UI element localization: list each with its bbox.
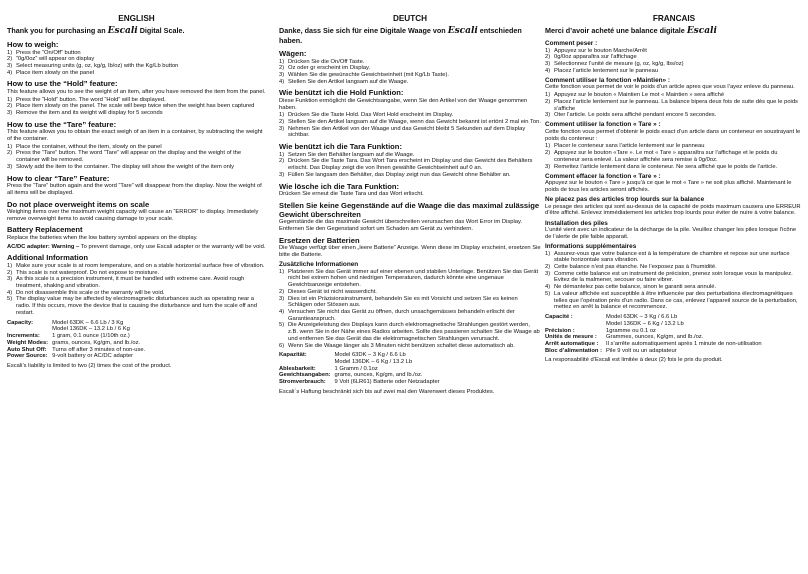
step-number: 3): [545, 163, 551, 170]
list-item: [545, 68, 803, 75]
deutsch-column: [279, 14, 541, 396]
step-text: The display value may be affected by electromagnetic disturbances such as operating near a radio. If this occurs, move the device that is causing the disturbance and turn the scale off and restart.: [16, 296, 257, 316]
spec-label: Arrêt automatique :: [545, 340, 599, 347]
english-hold-title: How to use the “Hold” feature:: [7, 79, 118, 89]
deutsch-battery-text: Die Waage verfügt über einen „leere Batterie“ Anzeige. Wenn diese im Display erscheint, ersetzen Sie bitte die Batterie.: [279, 245, 541, 258]
step-number: 5): [545, 290, 551, 297]
english-responsibility: Escali’s liability is limited to two (2) times the cost of the product.: [7, 362, 172, 369]
english-weigh-steps: [7, 50, 266, 77]
step-number: 3): [279, 125, 285, 132]
english-clear-text: Press the “Tare” button again and the word “Tare” will disappear from the display. Now the weight of all items will be displayed.: [7, 183, 262, 196]
step-number: 2): [7, 56, 13, 63]
step-text: Place the container, without the item, slowly on the panel: [16, 143, 162, 150]
list-item: [545, 48, 803, 55]
spec-row: [545, 321, 762, 328]
francais-additional-steps: [545, 251, 803, 311]
english-intro-text: Thank you for purchasing an: [7, 26, 106, 35]
list-item: [279, 79, 541, 86]
step-number: 3): [545, 60, 551, 67]
english-heading: ENGLISH: [118, 14, 155, 23]
english-weigh-title: How to weigh:: [7, 40, 59, 49]
step-text: La valeur affichée est susceptible à être influencée par des perturbations électromagnétiques telles que l’opération près d’un radio. Dans ce cas, enlevez l’appareil source de la perturbation, mettez en arrêt la balance et recommencez.: [554, 290, 798, 311]
step-number: 3): [279, 71, 285, 78]
deutsch-hold-steps: [279, 112, 541, 139]
spec-row: [7, 326, 145, 333]
deutsch-overweight-text: Gegenstände die das maximale Gewicht überschreiten verursachen das Wort Error im Display. Entfernen Sie den Gegenstand sofort um Schaden am Gerät zu verhindern.: [279, 219, 523, 232]
english-clear-title: How to clear “Tare” Feature:: [7, 173, 110, 183]
step-number: 1): [545, 92, 551, 99]
step-text: As this scale is a precision instrument, it must be handled with extreme care. Avoid rough treatment, shaking and vibration.: [16, 276, 245, 290]
list-item: [545, 150, 803, 163]
step-text: Stellen Sie den Artikel langsam auf die Waage, wenn das Gewicht bekannt ist ertönt 2 mal ein Ton.: [288, 119, 541, 126]
list-item: [545, 264, 803, 271]
spec-row: [7, 347, 145, 354]
step-text: Appuyez sur le bouton « Maintien Le mot « Maintien » sera affiché: [554, 92, 725, 99]
list-item: [279, 72, 541, 79]
step-number: 2): [279, 158, 285, 165]
spec-label: Bloc d’alimentation :: [545, 347, 603, 354]
francais-hold-title: Comment utiliser la fonction «Maintien» :: [545, 76, 670, 84]
francais-overweight-text: Le pesage des articles qui sont au-dessus de la capacité de poids maximum causera une ERREUR d’être affiché. Enlevez immédiatement les articles trop lourds pour éviter de nuire à votre balance.: [545, 203, 801, 217]
step-text: Select measuring units (g, oz, kg/g, lb/oz) with the Kg/Lb button: [16, 62, 179, 69]
deutsch-responsibility: Escali´s Haftung beschränkt sich bis auf zwei mal den Warenwert dieses Produktes.: [279, 388, 495, 395]
step-number: 5): [7, 296, 13, 303]
francais-clear-text: Appuyez sur le bouton « Tare » jusqu’à ce que le mot « Tare » ne soit plus affiché. Maintenant le poids de tous les articles seront affichés.: [545, 180, 792, 193]
step-number: 2): [279, 65, 285, 72]
spec-label: Weight Modes:: [7, 339, 49, 346]
step-number: 3): [545, 270, 551, 277]
step-text: Platzieren Sie das Gerät immer auf einer ebenen und stabilen Unterlage. Benützen Sie das Gerät nicht bei extrem hohen und niedrigen Temperaturen, dadurch könnte eine ungenaue Gewichtsanzeige entstehen.: [288, 268, 539, 289]
spec-row: [279, 352, 440, 359]
step-text: Comme cette balance est un instrument de précision, prenez soin lorsque vous la manipulez. Evitez de la malmener, secouer ou faire vibrer.: [554, 270, 793, 284]
francais-hold-text: Cette fonction vous permet de voir le poids d’un article apres que vous l’ayez enleve du panneau.: [545, 84, 795, 91]
spec-value: 1gramme ou 0.1 oz: [606, 327, 656, 334]
list-item: [7, 97, 266, 104]
spec-row: [279, 366, 440, 373]
escali-logo: Escali: [686, 26, 717, 36]
step-number: 5): [279, 322, 285, 329]
deutsch-weigh-title: Wägen:: [279, 49, 307, 58]
list-item: [279, 65, 541, 72]
spec-row: [7, 320, 145, 327]
step-number: 1): [7, 49, 13, 56]
step-number: 2): [279, 119, 285, 126]
deutsch-additional-title: Zusätzliche Informationen: [279, 261, 359, 269]
list-item: [7, 263, 266, 270]
deutsch-clear-title: Wie lösche ich die Tara Funktion:: [279, 181, 400, 191]
list-item: [7, 150, 266, 163]
english-acdc-text: To prevent damage, only use Escali adapter or the warranty will be void.: [80, 243, 266, 250]
step-number: 1): [545, 47, 551, 54]
deutsch-intro-end: entschieden haben.: [279, 26, 522, 45]
deutsch-battery-title: Ersetzen der Batterien: [279, 235, 360, 245]
deutsch-tare-title: Wie benützt ich die Tara Funktion:: [279, 142, 402, 152]
english-overweight-title: Do not place overweight items on scale: [7, 199, 150, 209]
list-item: [7, 296, 266, 316]
step-number: 3): [545, 112, 551, 119]
step-text: Drücken Sie die Taste Hold. Das Wort Hold erscheint im Display.: [288, 112, 454, 119]
step-number: 2): [7, 269, 13, 276]
spec-row: [7, 333, 145, 340]
spec-label: Unités de mesure :: [545, 334, 597, 341]
spec-label: [545, 321, 606, 328]
spec-label: Ablesbarkeit:: [279, 365, 316, 372]
spec-value: Model 136DK – 6 Kg / 13.2 Lb: [334, 359, 413, 365]
list-item: [279, 343, 541, 350]
step-text: Press the “On/Off” button: [16, 49, 81, 56]
deutsch-clear-text: Drücken Sie erneut die Taste Tara und das Wort erlischt.: [279, 191, 424, 198]
list-item: [7, 270, 266, 277]
spec-row: [7, 340, 145, 347]
step-text: Press the “Tare” button. The word “Tare” will appear on the display and the weight of the container will be removed.: [16, 150, 242, 164]
step-text: Oz oder gr erscheint im Display.: [288, 65, 371, 72]
francais-hold-steps: [545, 92, 803, 119]
english-battery-text: Replace the batteries when the low battery symbol appears on the display.: [7, 234, 198, 241]
list-item: [545, 291, 803, 311]
step-text: Stellen Sie den Artikel langsam auf die Waage.: [288, 78, 409, 85]
step-number: 2): [279, 288, 285, 295]
step-number: 3): [7, 62, 13, 69]
english-hold-text: This feature allows you to see the weight of an item, after you have removed the item from the panel.: [7, 88, 266, 95]
step-text: Remettez l’article lentement dans le conteneur. Ne sera affiché que le poids de l’article.: [554, 163, 778, 170]
step-number: 4): [545, 284, 551, 291]
step-number: 2): [545, 264, 551, 271]
english-tare-text: This feature allows you to obtain the exact weigh of an item in a container, by subtracting the weight of the container.: [7, 129, 263, 142]
spec-label: Gewichtsangaben:: [279, 372, 331, 379]
francais-tare-steps: [545, 143, 803, 170]
francais-weigh-title: Comment peser :: [545, 40, 598, 47]
english-column: [7, 14, 266, 370]
step-text: Place item slowly on the panel: [16, 69, 94, 76]
deutsch-additional-steps: [279, 269, 541, 350]
step-text: Die Anzeigeleistung des Displays kann durch elektromagnetische Strahlungen gestört werden, z.B. wenn Sie in der Nähe eines Radios arbeiten. Sollte dies passieren schalten Sie die Waage ab und entfernen Sie das Gerät das die elektromagnetischen Strahlungen verursacht.: [288, 322, 540, 342]
spec-value: Model 63DK – 3 Kg / 6.6 Lb: [606, 314, 678, 321]
english-specs-table: [7, 320, 145, 360]
list-item: [279, 112, 541, 119]
spec-value: grams, ounces, Kg/gm, and lb./oz.: [52, 339, 141, 346]
step-text: Füllen Sie langsam den Behälter, das Display zeigt nun das Gewicht ohne Behälter an.: [288, 171, 511, 178]
francais-intro: [545, 26, 803, 36]
deutsch-intro: [279, 26, 541, 45]
step-number: 2): [545, 150, 551, 157]
step-text: Appuyez sur le bouton Marche/Arrêt: [554, 47, 647, 54]
step-text: Ne démantelez pas cette balance, sinon le garanti sera annulé.: [554, 284, 717, 291]
step-text: Placez l’article lentement sur le panneau: [554, 67, 659, 74]
step-text: Wenn Sie die Waage länger als 3 Minuten nicht benützen schaltet diese automatisch ab.: [288, 342, 515, 349]
escali-logo: Escali: [447, 26, 478, 36]
step-text: Oter l’article. Le poids sera affiché pendant encore 5 secondes.: [554, 112, 717, 119]
spec-label: Auto Shut Off:: [7, 346, 47, 353]
spec-row: [7, 353, 145, 360]
spec-row: [279, 359, 440, 366]
step-text: Dies ist ein Präzisionsinstrument, behandeln Sie es mit Vorsicht und setzen Sie es keinen Schlägen oder Stössen aus.: [288, 295, 518, 309]
step-text: Placer le conteneur sans l’article lentement sur le panneau: [554, 143, 705, 150]
spec-row: [279, 372, 440, 379]
francais-intro-text: Merci d’avoir acheté une balance digitale: [545, 26, 685, 35]
list-item: [279, 152, 541, 159]
step-number: 2): [545, 98, 551, 105]
step-text: Do not disassemble this scale or the warranty will be void.: [16, 289, 165, 296]
step-text: Wählen Sie die gewünschte Gewichtseinheit (mit Kg/Lb Taste).: [288, 71, 449, 78]
spec-value: 9 Volt (6LR61) Batterie oder Netzadapter: [334, 379, 440, 386]
deutsch-intro-text: Danke, dass Sie sich für eine Digitale Waage von: [279, 26, 446, 35]
spec-value: Turns off after 3 minutes of non-use.: [52, 346, 146, 353]
english-intro: [7, 26, 266, 36]
step-number: 3): [7, 276, 13, 283]
step-number: 2): [7, 103, 13, 110]
list-item: [7, 110, 266, 117]
spec-row: [545, 328, 762, 335]
spec-label: Stromverbrauch:: [279, 379, 326, 386]
list-item: [545, 271, 803, 284]
list-item: [545, 164, 803, 171]
spec-label: [279, 359, 335, 366]
francais-column: [545, 14, 803, 364]
spec-value: Model 136DK – 13.2 Lb / 6 Kg: [52, 326, 130, 333]
list-item: [7, 103, 266, 110]
step-number: 2): [7, 150, 13, 157]
list-item: [7, 70, 266, 77]
step-number: 1): [279, 58, 285, 65]
francais-tare-text: Cette fonction vous permet d’obtenir le poids exact d’un article dans un conteneur en soustrayant le poids du conteneur :: [545, 128, 801, 142]
step-number: 1): [279, 112, 285, 119]
spec-row: [545, 334, 762, 341]
list-item: [545, 284, 803, 291]
step-text: Make sure your scale is at room temperature, and on a stable horizontal surface free of vibration.: [16, 262, 265, 269]
list-item: [279, 172, 541, 179]
english-battery-title: Battery Replacement: [7, 225, 83, 235]
english-acdc-warning: [7, 244, 266, 251]
step-text: This scale is not waterproof. Do not expose to moisture.: [16, 269, 160, 276]
francais-overweight-title: Ne placez pas des articles trop lourds sur la balance: [545, 196, 705, 204]
francais-tare-title: Comment utiliser la fonction « Tare » :: [545, 121, 661, 129]
deutsch-heading: DEUTCH: [392, 14, 428, 23]
step-number: 4): [279, 78, 285, 85]
list-item: [545, 99, 803, 112]
list-item: [279, 59, 541, 66]
english-additional-steps: [7, 263, 266, 317]
step-number: 4): [7, 69, 13, 76]
spec-value: Il s’arrête automatiquement après 1 minute de non-utilisation: [606, 340, 762, 347]
escali-logo: Escali: [107, 26, 138, 36]
francais-additional-title: Informations supplémentaires: [545, 243, 637, 251]
deutsch-weigh-steps: [279, 59, 541, 86]
step-text: Dieses Gerät ist nicht wasserdicht.: [288, 288, 377, 295]
list-item: [545, 112, 803, 119]
step-text: Placez l’article lentement sur le panneau. La balance bipera deux fois de suite dès que le poids s’affiche: [554, 98, 798, 112]
step-number: 3): [279, 171, 285, 178]
step-number: 3): [7, 163, 13, 170]
spec-row: [545, 348, 762, 355]
spec-value: Model 136DK – 6 Kg / 13.2 Lb: [606, 320, 684, 327]
step-text: Remove the item and its weight will display for 5 seconds: [16, 110, 163, 117]
step-number: 1): [279, 268, 285, 275]
step-text: Place item slowly on the panel. The scale will beep twice when the weight has been captured: [16, 103, 255, 110]
list-item: [7, 276, 266, 289]
list-item: [279, 289, 541, 296]
step-text: Sélectionnez l’unité de mesure (g, oz, kg/g, lbs/oz): [554, 60, 684, 67]
francais-responsibility: La responsabilité d’Escali est limitée à deux (2) fois le prix du produit.: [545, 357, 723, 364]
step-text: Press the “Hold” button. The word “Hold” will be displayed.: [16, 96, 166, 103]
step-number: 1): [7, 96, 13, 103]
spec-row: [545, 314, 762, 321]
step-text: Drücken Sie die Taste Tara. Das Wort Tara erscheint im Display und das Gewicht des Behälters erlischt. Das Display zeigt die von Ihnen gewählte Gewichtseinheit auf 0 an.: [288, 158, 533, 172]
spec-value: grams, ounces, Kg/gm, and lb./oz.: [334, 372, 423, 379]
list-item: [545, 251, 803, 264]
francais-specs-table: [545, 314, 762, 354]
step-text: Slowly add the item to the container. The display will show the weight of the item only: [16, 163, 235, 170]
list-item: [279, 158, 541, 171]
step-number: 1): [545, 143, 551, 150]
english-additional-title: Additional Information: [7, 253, 88, 263]
step-number: 3): [279, 295, 285, 302]
step-number: 1): [7, 262, 13, 269]
spec-label: [7, 326, 52, 333]
step-number: 4): [279, 308, 285, 315]
english-tare-steps: [7, 144, 266, 171]
list-item: [279, 309, 541, 322]
list-item: [7, 290, 266, 297]
list-item: [7, 144, 266, 151]
deutsch-specs-table: [279, 352, 440, 386]
step-number: 6): [279, 342, 285, 349]
spec-row: [279, 379, 440, 386]
francais-weigh-steps: [545, 48, 803, 75]
spec-label: Précision :: [545, 327, 575, 334]
step-number: 1): [7, 143, 13, 150]
francais-battery-title: Installation des piles: [545, 219, 608, 227]
list-item: [7, 63, 266, 70]
step-text: Assurez-vous que votre balance est à la température de chambre et repose sur une surface stable horizontale sans vibration.: [554, 250, 790, 264]
step-text: Setzen Sie den Behälter langsam auf die Waage.: [288, 151, 415, 158]
english-overweight-text: Weighing items over the maximum weight capacity will cause an “ERROR” to display. Immediately remove overweight items to avoid causing damage to your scale.: [7, 209, 259, 222]
step-number: 1): [279, 151, 285, 158]
english-hold-steps: [7, 97, 266, 117]
list-item: [545, 54, 803, 61]
list-item: [7, 164, 266, 171]
step-number: 2): [545, 54, 551, 61]
list-item: [279, 269, 541, 289]
step-number: 4): [7, 289, 13, 296]
spec-value: 1 gram, 0.1 ounce (1/10th oz.): [52, 333, 130, 340]
spec-label: Power Source:: [7, 353, 48, 360]
spec-label: Increments:: [7, 333, 40, 340]
francais-clear-title: Comment effacer la fonction « Tare » :: [545, 172, 661, 180]
step-number: 4): [545, 67, 551, 74]
list-item: [7, 56, 266, 63]
step-text: Appuyez sur le bouton «Tare ». Le mot « Tare » apparaîtra sur l’affichage et le poids du conteneur sera enlevé. La valeur affichée sera remise à 0g/0oz.: [554, 150, 778, 163]
list-item: [545, 143, 803, 150]
step-text: Drücken Sie die On/Off Taste.: [288, 58, 365, 65]
english-intro-end: Digital Scale.: [139, 26, 185, 35]
step-number: 3): [7, 110, 13, 117]
step-number: 1): [545, 250, 551, 257]
step-text: Versuchen Sie nicht das Gerät zu öffnen, durch unsachgemässes behandeln erlischt der Garantieanspruch.: [288, 308, 515, 322]
spec-label: Capacity:: [7, 319, 34, 326]
list-item: [279, 296, 541, 309]
list-item: [279, 322, 541, 342]
list-item: [279, 126, 541, 139]
spec-label: Capacité :: [545, 314, 573, 321]
english-tare-title: How to use the “Tare” feature:: [7, 119, 117, 129]
francais-heading: FRANCAIS: [652, 14, 696, 23]
deutsch-overweight-title: Stellen Sie keine Gegenstände auf die Waage die das maximal zulässige Gewicht überschreiten: [279, 200, 540, 219]
step-text: Cette balance n’est pas étanche. Ne l’exposez pas à l’humidité.: [554, 264, 717, 271]
spec-value: 9-volt battery or AC/DC adapter: [52, 353, 133, 360]
list-item: [7, 50, 266, 57]
deutsch-tare-steps: [279, 152, 541, 179]
spec-value: Grammes, ounces, Kg/gm, and lb./oz.: [606, 334, 704, 341]
spec-value: Pile 9 volt ou un adaptateur: [606, 347, 677, 354]
spec-value: 1 Gramm / 0.1oz: [334, 365, 378, 372]
list-item: [545, 61, 803, 68]
english-acdc-label: AC/DC adapter: Warning –: [7, 243, 80, 250]
deutsch-hold-text: Diese Funktion ermöglicht die Gewichtsangabe, wenn Sie den Artikel von der Waage genommen haben.: [279, 97, 528, 111]
step-text: Nehmen Sie den Artikel von der Waage und das Gewicht bleibt 5 Sekunden auf dem Display sichtbar.: [288, 125, 526, 139]
list-item: [545, 92, 803, 99]
spec-row: [545, 341, 762, 348]
spec-value: Model 63DK – 6.6 Lb / 3 Kg: [52, 319, 124, 326]
step-text: 0g/0oz apparaîtra sur l’affichage: [554, 54, 637, 61]
deutsch-hold-title: Wie benützt ich die Hold Funktion:: [279, 88, 404, 98]
spec-label: Kapazität:: [279, 352, 307, 359]
francais-battery-text: L’unité vient avec un indicateur de la décharge de la pile. Veuillez changer les piles lorsque l’icône de l’alerte de pile faible apparait.: [545, 227, 797, 240]
spec-value: Model 63DK – 3 Kg / 6.6 Lb: [334, 352, 406, 359]
step-text: “0g/0oz” will appear on display: [16, 56, 95, 63]
list-item: [279, 119, 541, 126]
